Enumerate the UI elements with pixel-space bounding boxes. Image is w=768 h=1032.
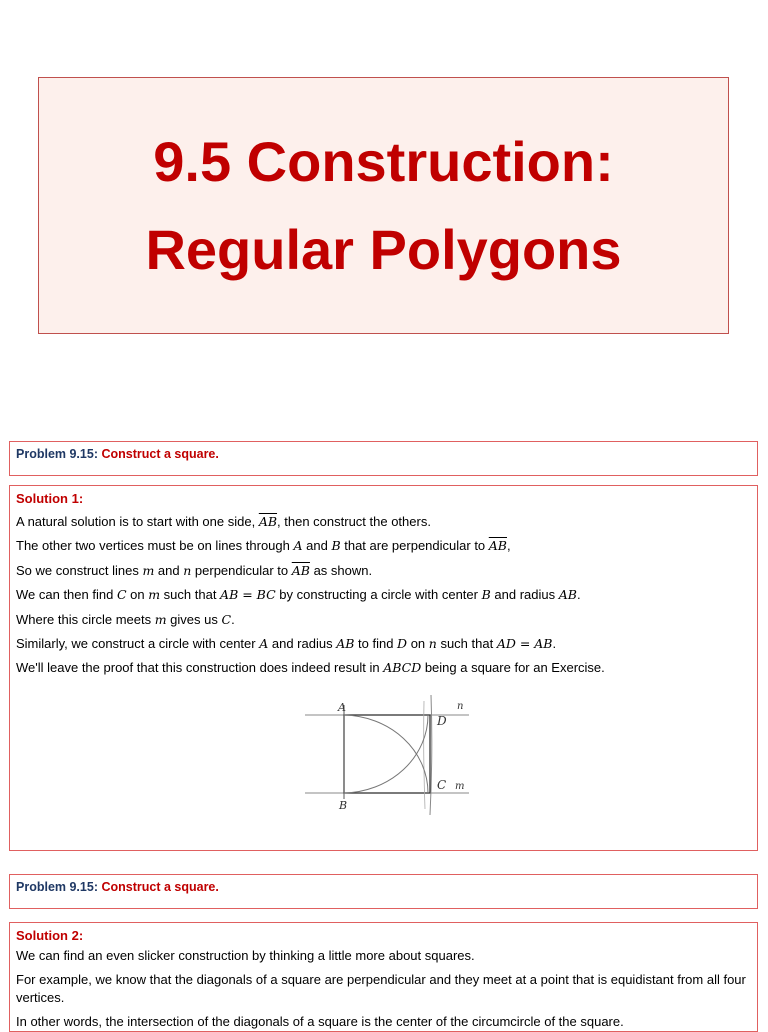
solution-line-2: For example, we know that the diagonals of a square are perpendicular and they meet at a point that is equidistant from all four vertices. (16, 971, 746, 1005)
math-a: A (293, 538, 303, 554)
label-d: D (437, 714, 447, 728)
text: on (407, 636, 429, 652)
math-b: B (481, 587, 491, 603)
problem-separator: : (93, 880, 102, 894)
problem-text: Construct a square. (101, 880, 219, 894)
solution-line-1 (16, 510, 751, 534)
math-d: D (397, 636, 408, 652)
solution-label: Solution 1: (16, 491, 84, 506)
text: on (126, 587, 149, 603)
label-c: C (437, 778, 447, 792)
text: The other two vertices must be on lines through (16, 538, 294, 554)
text: and (302, 538, 332, 554)
text: . (552, 636, 557, 652)
text: being a square for an Exercise. (421, 660, 605, 676)
text: by constructing a circle with center (275, 587, 482, 603)
problem-separator: : (93, 447, 102, 461)
solution-line-2 (16, 534, 751, 558)
math-m: m (142, 562, 155, 578)
problem-label: Problem 9.15 (16, 447, 94, 461)
text: So we construct lines (16, 562, 143, 578)
solution-line-1: We can find an even slicker construction by thinking a little more about squares. (16, 948, 475, 963)
solution-box-2 (9, 922, 758, 1032)
problem-text: Construct a square. (101, 447, 219, 461)
math-m: m (148, 587, 161, 603)
text: that are perpendicular to (340, 538, 489, 554)
math-m: m (154, 611, 167, 627)
math-b: B (331, 538, 341, 554)
label-a: A (338, 701, 346, 714)
text: . (576, 587, 581, 603)
arc-centered-a (344, 715, 428, 793)
label-n: n (457, 701, 464, 712)
square-construction-figure (297, 693, 473, 817)
math-ab: AB (336, 636, 355, 652)
solution-label: Solution 2: (16, 928, 84, 943)
segment-ab: $\overline{AB}$ (291, 562, 310, 578)
problem-box-2 (9, 874, 758, 909)
title-box (38, 77, 729, 334)
text: gives us (166, 611, 222, 627)
text: We can then find (16, 587, 117, 603)
text: as shown. (309, 562, 373, 578)
problem-box-1 (9, 441, 758, 476)
solution-line-6 (16, 632, 751, 656)
math-c: C (116, 587, 127, 603)
text: Where this circle meets (16, 611, 155, 627)
segment-ab: $\overline{AB}$ (258, 514, 278, 529)
math-equation: AB = BC (220, 587, 276, 603)
page-title-line-1: 9.5 Construction: (153, 129, 614, 193)
solution-line-7 (16, 656, 751, 680)
label-m: m (455, 781, 465, 792)
segment-ab: $\overline{AB}$ (488, 538, 507, 554)
text: to find (354, 636, 398, 652)
math-n: n (183, 562, 192, 578)
solution-line-4 (16, 583, 751, 607)
solution-line-5 (16, 608, 751, 632)
arc-centered-b (344, 715, 428, 793)
page-title-line-2: Regular Polygons (145, 217, 622, 281)
text: such that (160, 587, 221, 603)
text: and radius (268, 636, 337, 652)
text: Similarly, we construct a circle with center (16, 636, 260, 652)
math-abcd: ABCD (383, 660, 422, 676)
math-equation: AD = AB (496, 636, 553, 652)
problem-label: Problem 9.15 (16, 880, 94, 894)
solution-box-1 (9, 485, 758, 851)
text: perpendicular to (191, 562, 292, 578)
math-c: C (221, 611, 232, 627)
math-a: A (259, 636, 269, 652)
text: and (154, 562, 184, 578)
label-b: B (339, 799, 348, 812)
text: such that (436, 636, 497, 652)
solution-line-3: In other words, the intersection of the diagonals of a square is the center of the circumcircle of the square. (16, 1013, 624, 1029)
text: , then construct the others. (277, 514, 431, 529)
math-n: n (428, 636, 437, 652)
text: We'll leave the proof that this construction does indeed result in (16, 660, 384, 676)
text: and radius (490, 587, 559, 603)
math-ab: AB (558, 587, 577, 603)
text: A natural solution is to start with one side, (16, 514, 259, 529)
text: . (231, 611, 235, 627)
text: , (507, 538, 511, 554)
solution-line-3 (16, 559, 751, 583)
